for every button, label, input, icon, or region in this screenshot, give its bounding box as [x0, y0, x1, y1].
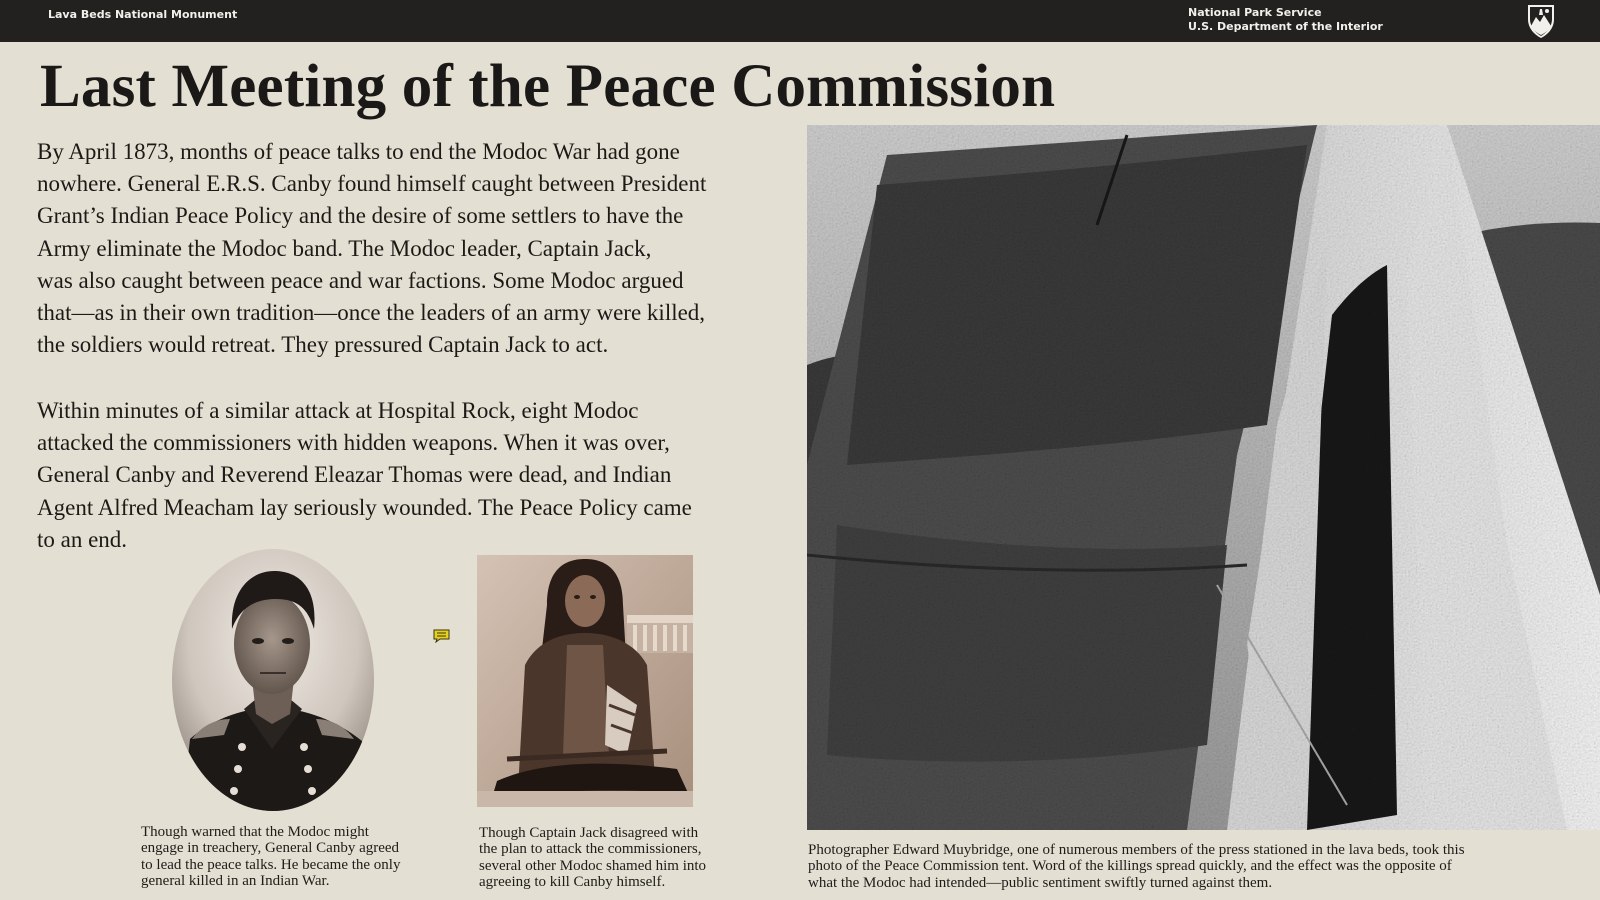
caption-line: what the Modoc had intended—public sentiment swiftly turned against them.: [808, 874, 1273, 891]
tent-photo-caption: [808, 842, 1588, 891]
text-line: attacked the commissioners with hidden weapons. When it was over,: [37, 430, 670, 456]
text-line: Agent Alfred Meacham lay seriously wounded. The Peace Policy came: [37, 494, 692, 520]
text-line: By April 1873, months of peace talks to end the Modoc War had gone: [37, 139, 680, 164]
body-paragraph-1: [37, 136, 777, 361]
caption-line: Photographer Edward Muybridge, one of numerous members of the press stationed in the lava beds, took this: [808, 842, 1465, 858]
caption-line: photo of the Peace Commission tent. Word of the killings spread quickly, and the effect was the opposite of: [808, 858, 1452, 875]
agency-line-2: U.S. Department of the Interior: [1188, 20, 1383, 33]
captain-jack-caption: [479, 825, 749, 891]
caption-line: general killed in an Indian War.: [141, 873, 330, 890]
caption-line: to lead the peace talks. He became the only: [141, 856, 401, 873]
comment-icon[interactable]: [433, 629, 450, 643]
caption-line: engage in treachery, General Canby agreed: [141, 840, 400, 857]
caption-line: Though warned that the Modoc might: [141, 824, 369, 840]
canby-portrait: [172, 549, 374, 811]
text-line: General Canby and Reverend Eleazar Thomas were dead, and Indian: [37, 462, 672, 488]
text-line: to an end.: [37, 526, 128, 552]
header-bar: [0, 0, 1600, 42]
park-name: Lava Beds National Monument: [48, 8, 238, 21]
text-line: nowhere. General E.R.S. Canby found himself caught between President: [37, 171, 707, 197]
canby-caption: [141, 824, 441, 890]
caption-line: Though Captain Jack disagreed with: [479, 825, 699, 841]
text-line: the soldiers would retreat. They pressured Captain Jack to act.: [37, 332, 609, 358]
agency-line-1: National Park Service: [1188, 6, 1322, 19]
captain-jack-portrait: [477, 555, 693, 807]
caption-line: agreeing to kill Canby himself.: [479, 874, 666, 891]
text-line: Within minutes of a similar attack at Hospital Rock, eight Modoc: [37, 398, 639, 423]
caption-line: several other Modoc shamed him into: [479, 857, 707, 874]
nps-arrowhead-icon: [1525, 3, 1557, 39]
agency-name: [1188, 6, 1383, 34]
text-line: was also caught between peace and war factions. Some Modoc argued: [37, 267, 684, 293]
body-paragraph-2: [37, 395, 777, 556]
text-line: Army eliminate the Modoc band. The Modoc leader, Captain Jack,: [37, 235, 652, 261]
page-title: Last Meeting of the Peace Commission: [40, 53, 1056, 120]
peace-commission-tent-photo: [807, 125, 1600, 830]
caption-line: the plan to attack the commissioners,: [479, 841, 702, 858]
text-line: Grant’s Indian Peace Policy and the desire of some settlers to have the: [37, 203, 684, 229]
text-line: that—as in their own tradition—once the leaders of an army were killed,: [37, 300, 706, 326]
